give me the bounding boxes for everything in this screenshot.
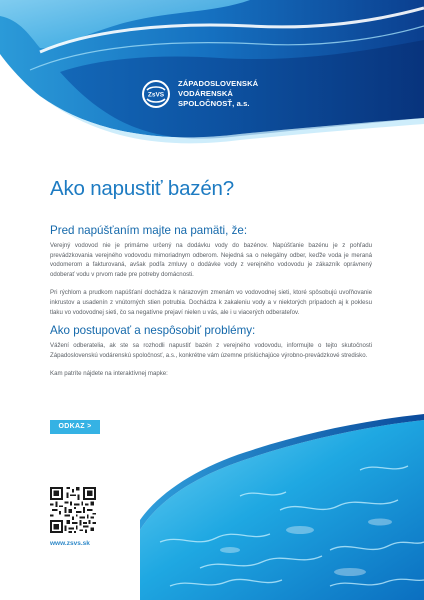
- zsvs-logo-icon: [141, 79, 171, 109]
- company-name-line-1: ZÁPADOSLOVENSKÁ: [178, 79, 259, 88]
- section-2-paragraph-2: Kam patríte nájdete na interaktívnej mapke:: [50, 370, 168, 378]
- page-title: Ako napustiť bazén?: [50, 177, 234, 200]
- qr-code-icon: [50, 487, 96, 533]
- company-name-line-3: SPOLOČNOSŤ, a.s.: [178, 99, 250, 108]
- section-1-paragraph-2: Pri rýchlom a prudkom napúšťaní dochádza k nárazovým zmenám vo vodovodnej sieti, ktoré spôsobujú uvoľňovanie inkrustov a usadenín z vnútorných stien potrubia. Dochádza k zakaleniu vody a v niektorých prípadoch aj k poklesu tlaku vo vodovodnej sieti, čo sa negatívne prejaví nielen u vás, ale i u viacerých odberateľov.: [50, 289, 372, 316]
- company-name: [178, 79, 258, 109]
- main-content: [50, 224, 372, 379]
- logo-abbreviation: ZsVS: [147, 91, 165, 99]
- website-link[interactable]: www.zsvs.sk: [50, 540, 90, 547]
- section-1-paragraph-1: Verejný vodovod nie je primárne určený na dodávku vody do bazénov. Napúšťanie bazénu je z pohľadu prevádzkovania verejného vodovodu mimoriadnym odberom. Nejedná sa o nelegálny odber, keďže voda je meraná vodomerom a fakturovaná, avšak podľa zmluvy o dodávke vody z verejného vodovodu je zákazník oprávnený odoberať vodu v prvom rade pre potreby domácnosti.: [50, 242, 372, 278]
- odkaz-button[interactable]: ODKAZ >: [50, 420, 100, 434]
- section-1-heading: Pred napúšťaním majte na pamäti, že:: [50, 224, 248, 237]
- section-2-paragraph-1: Vážení odberatelia, ak ste sa rozhodli napustiť bazén z verejného vodovodu, informujte o tejto skutočnosti Západoslovenskú vodárenskú spoločnosť, a.s., konkrétne vám územne prislúchajúce výrobno-prevádzkové stredisko.: [50, 342, 372, 359]
- section-2-heading: Ako postupovať a nespôsobiť problémy:: [50, 324, 256, 338]
- company-logo: [141, 74, 281, 114]
- company-name-line-2: VODÁRENSKÁ: [178, 89, 234, 98]
